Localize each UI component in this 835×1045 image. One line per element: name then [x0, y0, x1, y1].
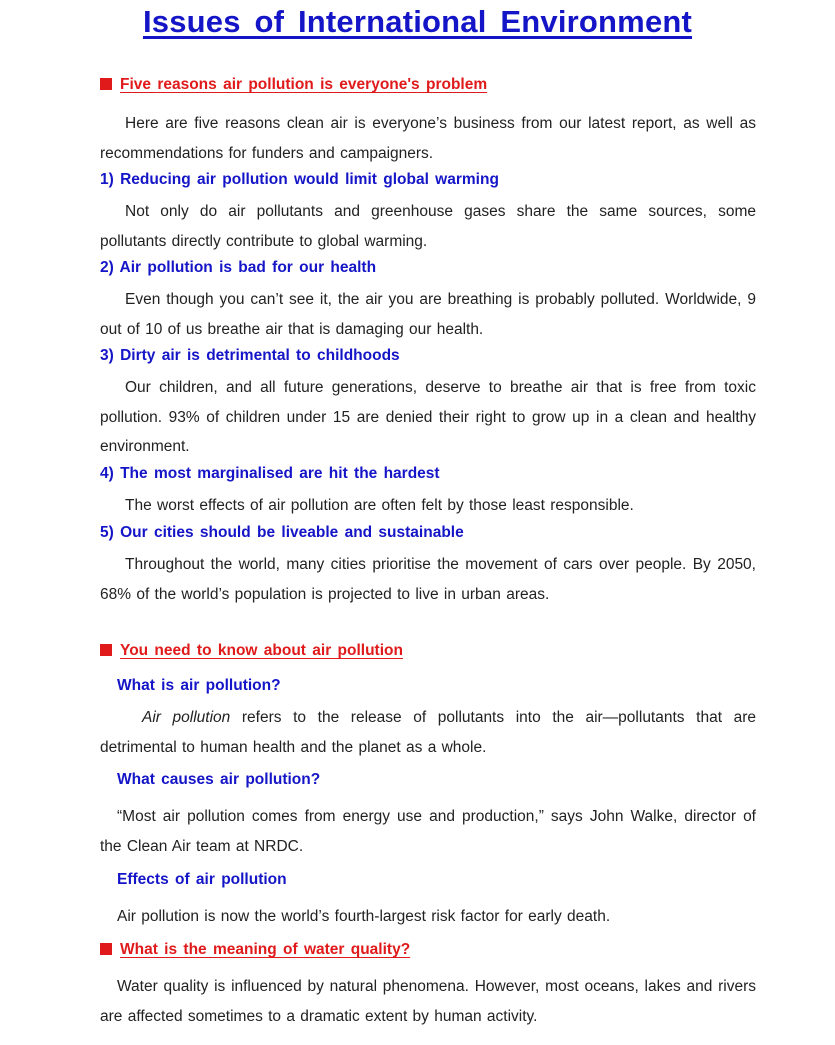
question-3-text: Air pollution is now the world’s fourth-largest risk factor for early death.	[117, 908, 611, 925]
question-1-paragraph	[100, 703, 756, 762]
intro-paragraph	[100, 109, 756, 168]
red-square-icon	[100, 78, 112, 90]
question-2-paragraph	[100, 802, 756, 861]
red-square-icon	[100, 644, 112, 656]
question-2-text: “Most air pollution comes from energy use and production,” says John Walke, director of the Clean Air team at NRDC.	[100, 808, 756, 855]
section-heading-know-about-air-pollution	[100, 642, 403, 660]
page-title: Issues of International Environment	[142, 4, 693, 39]
air-pollution-term: Air pollution	[142, 709, 231, 726]
intro-text: Here are five reasons clean air is everyone’s business from our latest report, as well as recommendations for funders and campaigners.	[100, 115, 756, 162]
reason-4-heading: 4) The most marginalised are hit the hardest	[100, 465, 440, 482]
reason-3-heading: 3) Dirty air is detrimental to childhoods	[100, 347, 400, 364]
water-quality-paragraph	[100, 972, 756, 1031]
section-heading-text: You need to know about air pollution	[120, 642, 403, 659]
water-quality-text: Water quality is influenced by natural phenomena. However, most oceans, lakes and rivers are affected sometimes to a dramatic extent by human activity.	[100, 978, 756, 1025]
reason-3-paragraph	[100, 373, 756, 462]
reason-5-paragraph	[100, 550, 756, 609]
reason-4-text: The worst effects of air pollution are often felt by those least responsible.	[125, 497, 634, 514]
question-1-text: refers to the release of pollutants into the air—pollutants that are detrimental to human health and the planet as a whole.	[100, 709, 756, 756]
section-heading-text: Five reasons air pollution is everyone's problem	[120, 76, 488, 93]
reason-4-paragraph	[100, 491, 756, 521]
section-heading-water-quality	[100, 941, 410, 959]
question-2-heading: What causes air pollution?	[117, 771, 321, 788]
reason-5-heading: 5) Our cities should be liveable and sustainable	[100, 524, 464, 541]
question-1-heading: What is air pollution?	[117, 677, 281, 694]
reason-1-text: Not only do air pollutants and greenhouse gases share the same sources, some pollutants directly contribute to global warming.	[100, 203, 756, 250]
reason-1-paragraph	[100, 197, 756, 256]
reason-2-paragraph	[100, 285, 756, 344]
reason-3-text: Our children, and all future generations, deserve to breathe air that is free from toxic pollution. 93% of children under 15 are denied their right to grow up in a clean and healthy environment.	[100, 379, 756, 455]
reason-1-heading: 1) Reducing air pollution would limit global warming	[100, 171, 499, 188]
red-square-icon	[100, 943, 112, 955]
section-heading-text: What is the meaning of water quality?	[120, 941, 411, 958]
question-3-paragraph	[100, 902, 756, 932]
reason-2-text: Even though you can’t see it, the air you are breathing is probably polluted. Worldwide, 9 out of 10 of us breathe air that is damaging our health.	[100, 291, 756, 338]
reason-2-heading: 2) Air pollution is bad for our health	[100, 259, 377, 276]
reason-5-text: Throughout the world, many cities prioritise the movement of cars over people. By 2050, 68% of the world’s population is projected to live in urban areas.	[100, 556, 756, 603]
question-3-heading: Effects of air pollution	[117, 871, 287, 888]
section-heading-air-pollution-reasons	[100, 76, 487, 94]
